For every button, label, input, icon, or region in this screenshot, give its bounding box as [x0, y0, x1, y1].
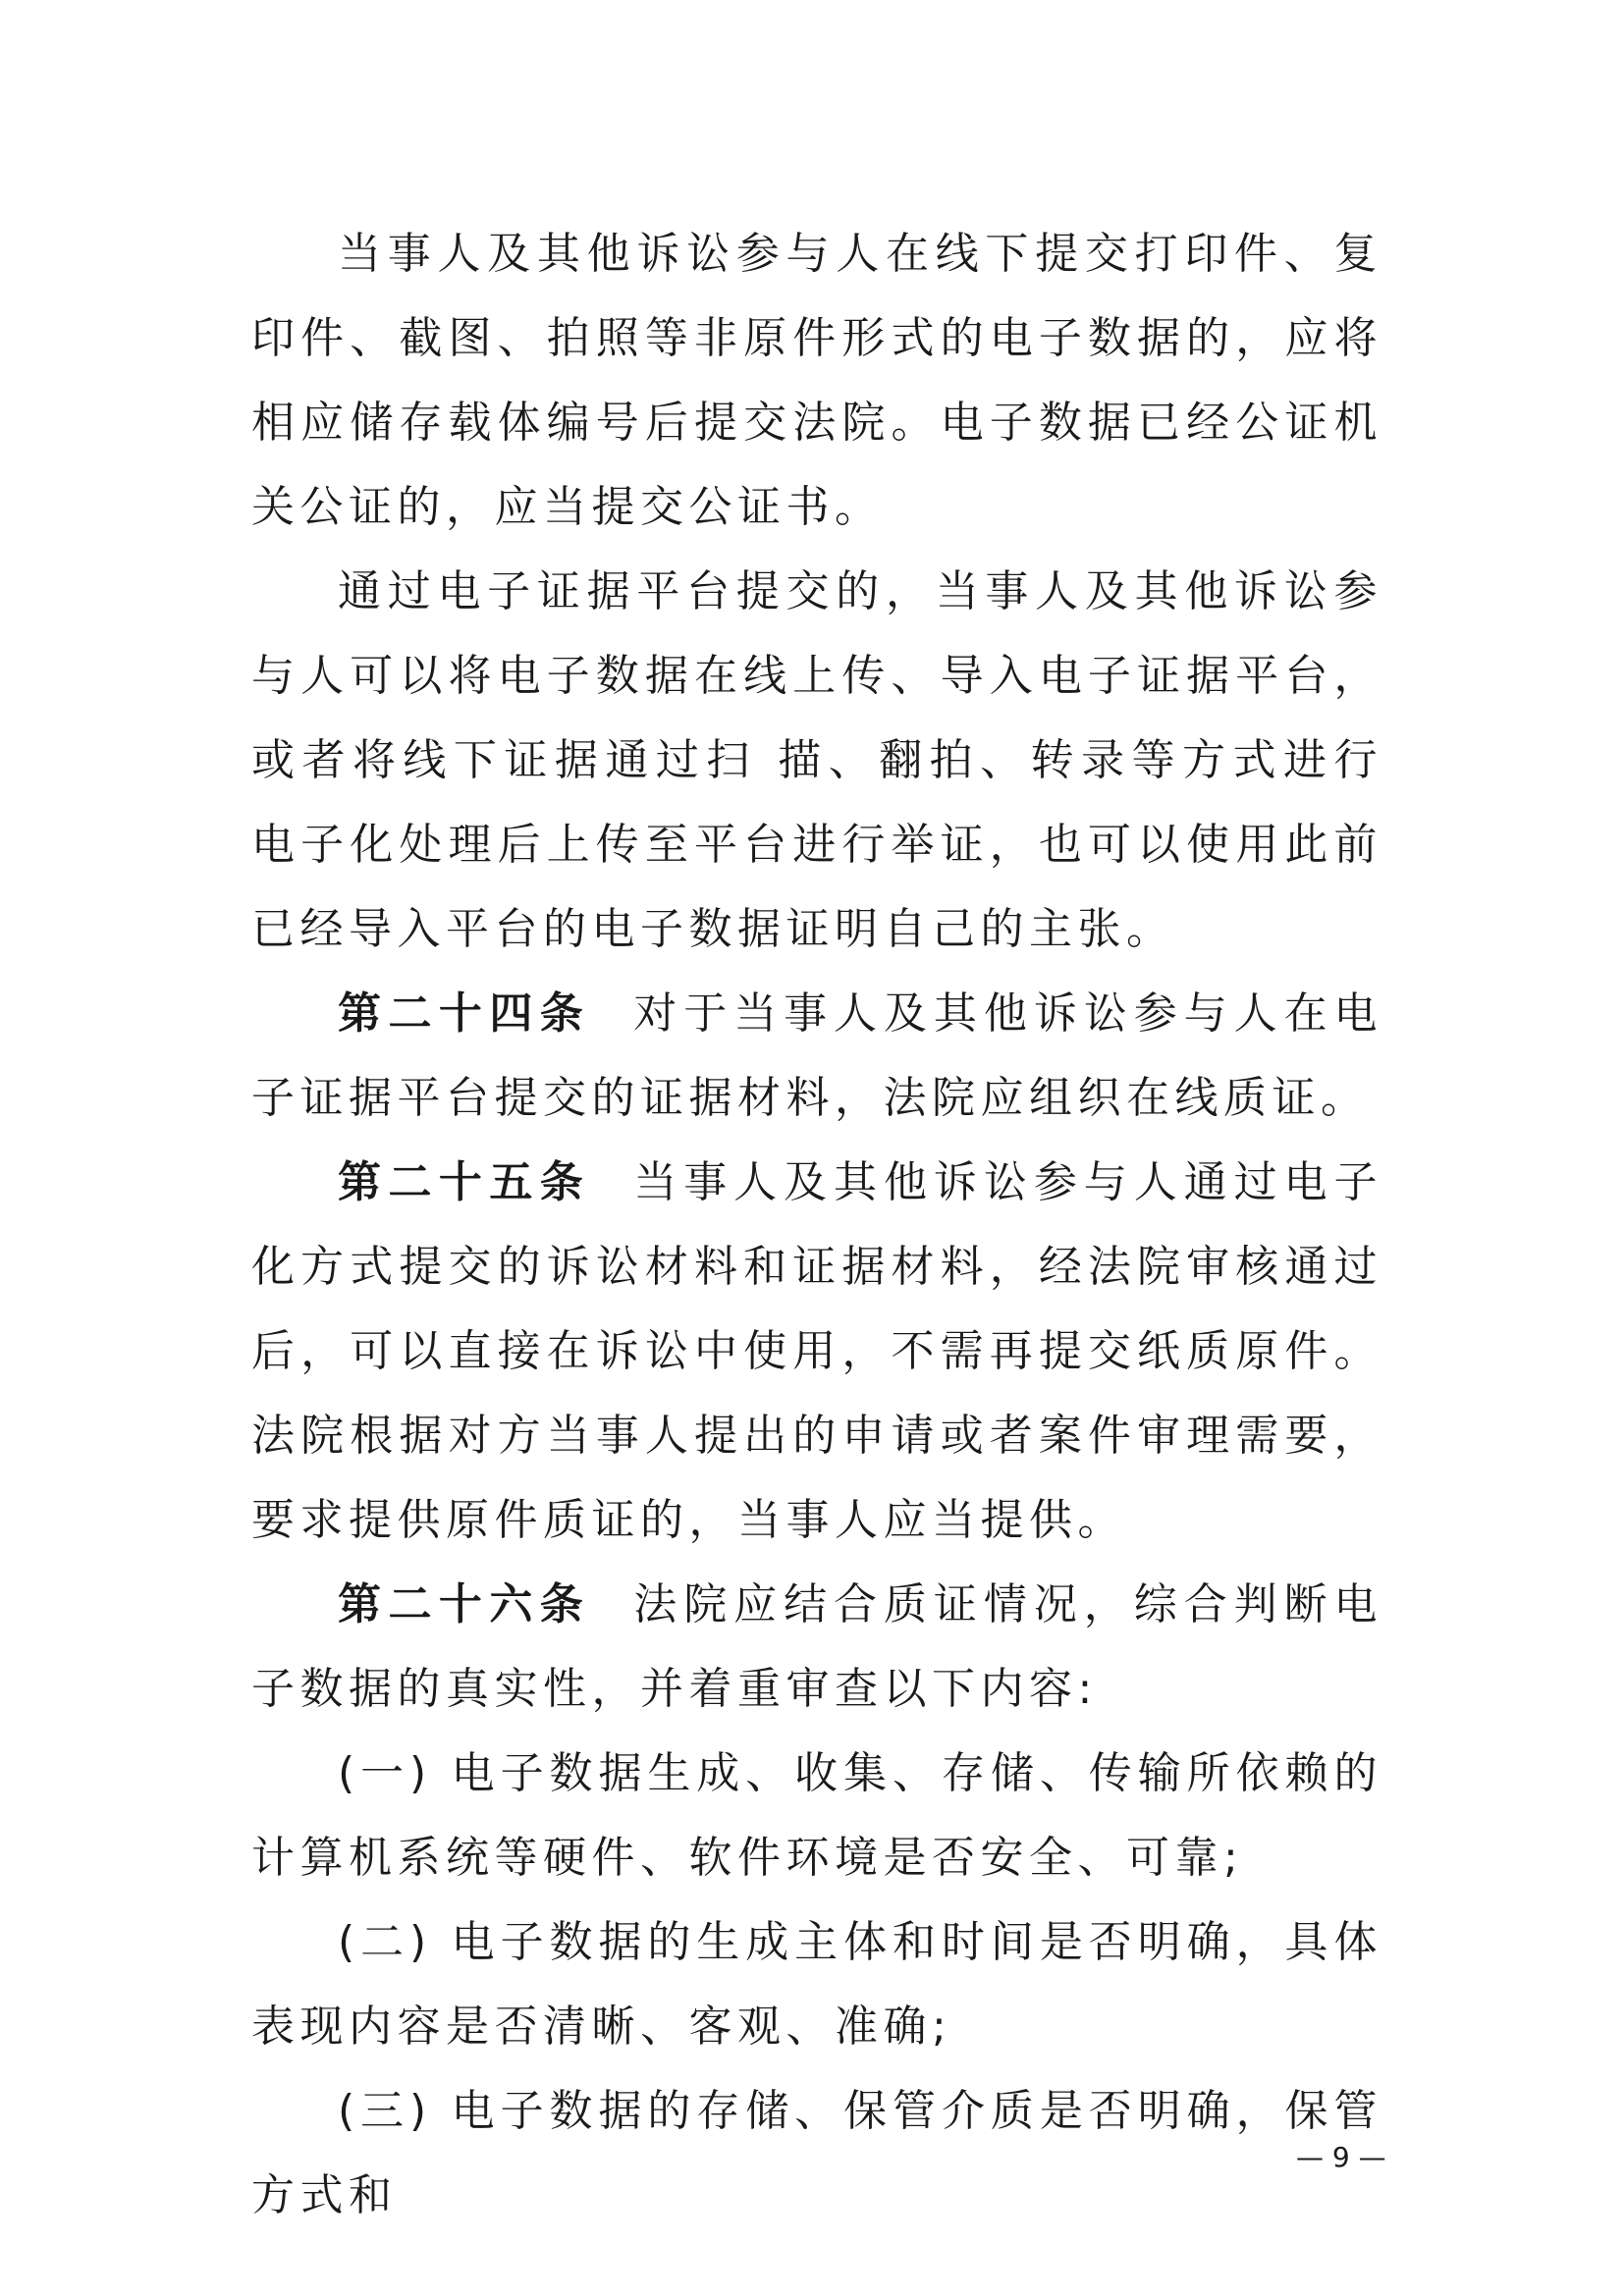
paragraph-text: 当事人及其他诉讼参与人通过电子化方式提交的诉讼材料和证据材料，经法院审核通过后，可以直接在诉讼中使用，不需再提交纸质原件。法院根据对方当事人提出的申请或者案件审理需要，要求提供原件质证的，当事人应当提供。 [251, 1157, 1383, 1545]
list-item [251, 1900, 1382, 2069]
article-number: 第二十四条 [338, 988, 591, 1039]
paragraph-text: (一) 电子数据生成、收集、存储、传输所依赖的计算机系统等硬件、软件环境是否安全、可靠; [251, 1748, 1382, 1883]
article-paragraph [251, 1141, 1382, 1563]
paragraph [251, 212, 1382, 550]
paragraph-text: 法院应结合质证情况，综合判断电子数据的真实性，并着重审查以下内容: [251, 1579, 1383, 1714]
paragraph-text: 通过电子证据平台提交的，当事人及其他诉讼参与人可以将电子数据在线上传、导入电子证据平台，或者将线下证据通过扫 描、翻拍、转录等方式进行电子化处理后上传至平台进行举证，也可以使用此前已经导入平台的电子数据证明自己的主张。 [251, 566, 1382, 954]
paragraph-text: 对于当事人及其他诉讼参与人在电子证据平台提交的证据材料，法院应组织在线质证。 [251, 988, 1383, 1123]
article-number: 第二十五条 [338, 1157, 591, 1207]
document-body [251, 212, 1386, 2238]
paragraph [251, 550, 1382, 972]
list-item [251, 2069, 1386, 2238]
list-item [251, 1732, 1382, 1900]
paragraph-text: (二) 电子数据的生成主体和时间是否明确，具体表现内容是否清晰、客观、准确; [251, 1917, 1382, 2052]
paragraph-text: (三) 电子数据的存储、保管介质是否明确，保管方式和 [251, 2086, 1382, 2220]
article-number: 第二十六条 [338, 1579, 591, 1629]
article-paragraph [251, 972, 1382, 1141]
article-paragraph [251, 1563, 1382, 1732]
paragraph-text: 当事人及其他诉讼参与人在线下提交打印件、复印件、截图、拍照等非原件形式的电子数据的，应将相应储存载体编号后提交法院。电子数据已经公证机关公证的，应当提交公证书。 [251, 229, 1382, 532]
page-number: — 9 — [1296, 2141, 1386, 2173]
